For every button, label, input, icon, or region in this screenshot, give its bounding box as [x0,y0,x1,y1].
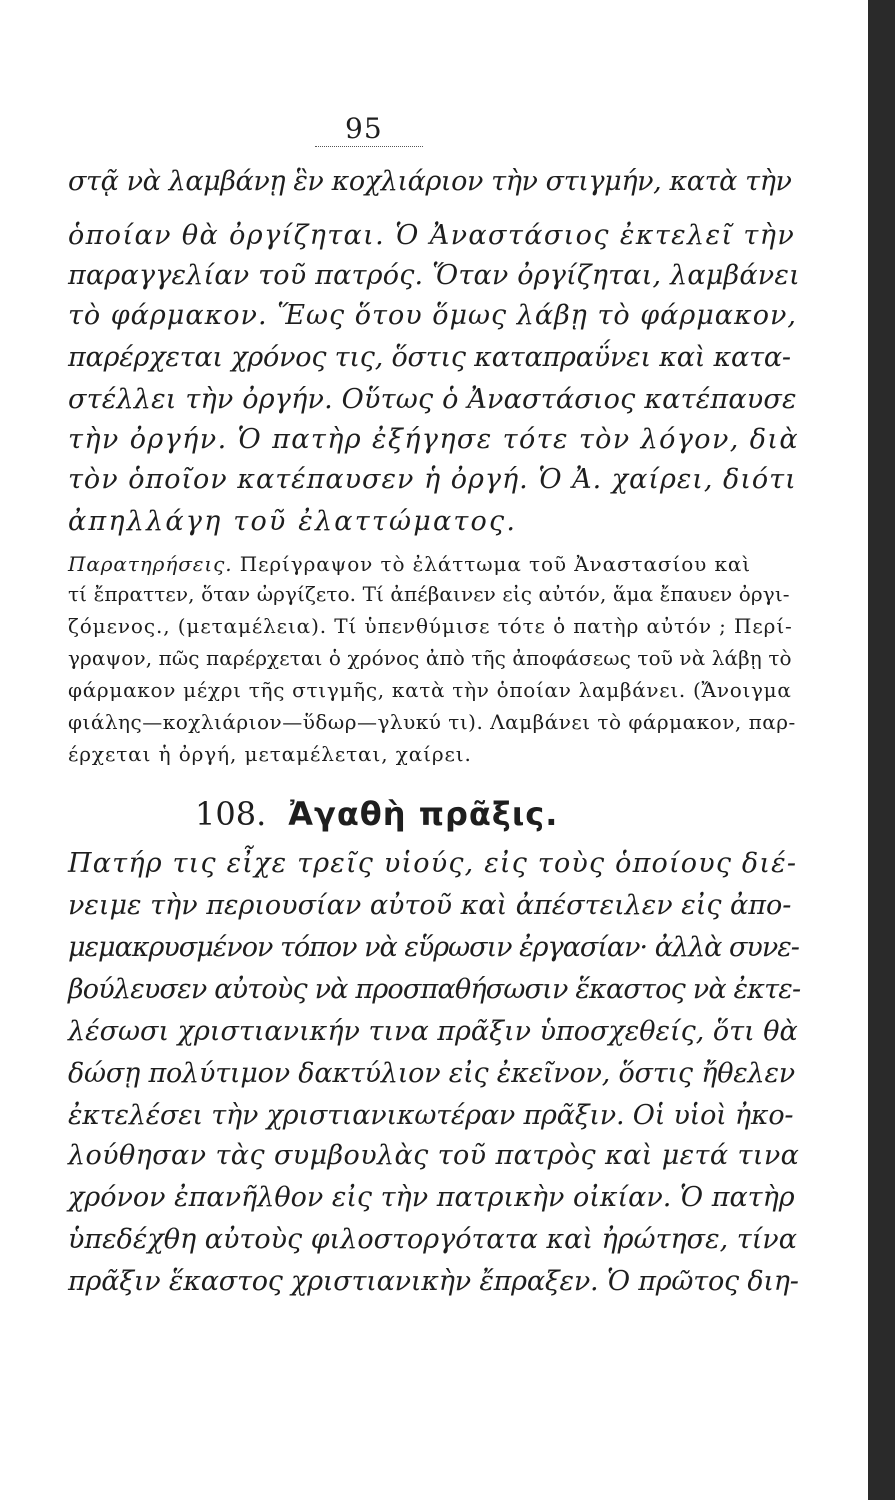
paragraph-line: μεμακρυσμένον τόπον νὰ εὕρωσιν ἐργασίαν· ἀλλὰ συνε- [68,932,799,963]
paragraph-line: δώσῃ πολύτιμον δακτύλιον εἰς ἐκεῖνον, ὅστις ἤθελεν [68,1058,795,1089]
notes-line [68,552,751,576]
paragraph-line: ἀπηλλάγη τοῦ ἐλαττώματος. [68,506,518,537]
paragraph-line: ὁποίαν θὰ ὀργίζηται. Ὁ Ἀναστάσιος ἐκτελεῖ τὴν [68,220,796,251]
notes-line: φιάλης—κοχλιάριον—ὕδωρ—γλυκύ τι). Λαμβάνει τὸ φάρμακον, παρ- [68,710,796,734]
paragraph-line: τὸ φάρμακον. Ἕως ὅτου ὅμως λάβῃ τὸ φάρμακον, [68,300,797,331]
paragraph-line: λέσωσι χριστιανικήν τινα πρᾶξιν ὑποσχεθείς, ὅτι θὰ [68,1016,798,1047]
paragraph-line: παραγγελίαν τοῦ πατρός. Ὅταν ὀργίζηται, λαμβάνει [68,260,800,291]
notes-line: τί ἔπραττεν, ὅταν ὠργίζετο. Τί ἀπέβαινεν εἰς αὐτόν, ἅμα ἔπαυεν ὀργι- [68,582,790,606]
paragraph-line: λούθησαν τὰς συμβουλὰς τοῦ πατρὸς καὶ μετά τινα [68,1140,800,1171]
section-number: 108. [195,795,267,833]
paragraph-line: Πατήρ τις εἶχε τρεῖς υἱούς, εἰς τοὺς ὁποίους διέ- [68,848,798,879]
paragraph-line: ὑπεδέχθη αὐτοὺς φιλοστοργότατα καὶ ἠρώτησε, τίνα [68,1224,797,1255]
notes-line: έρχεται ἡ ὀργή, μεταμέλεται, χαίρει. [68,742,472,766]
paragraph-line: βούλευσεν αὐτοὺς νὰ προσπαθήσωσιν ἕκαστος νὰ ἐκτε- [68,974,801,1005]
notes-text: Περίγραψον τὸ ἐλάττωμα τοῦ Ἀναστασίου καὶ [232,552,752,576]
notes-label: Παρατηρήσεις. [68,552,233,576]
paragraph-line: στᾷ νὰ λαμβάνῃ ἓν κοχλιάριον τὴν στιγμήν, κατὰ τὴν [68,166,792,197]
paragraph-line: πρᾶξιν ἕκαστος χριστιανικὴν ἔπραξεν. Ὁ πρῶτος διη- [68,1266,799,1297]
page-number-rule [315,146,423,147]
paragraph-line: στέλλει τὴν ὀργήν. Οὕτως ὁ Ἀναστάσιος κατέπαυσε [68,384,797,415]
section-heading [195,795,558,833]
paragraph-line: χρόνον ἐπανῆλθον εἰς τὴν πατρικὴν οἰκίαν. Ὁ πατὴρ [68,1182,795,1213]
paragraph-line: τὴν ὀργήν. Ὁ πατὴρ ἐξήγησε τότε τὸν λόγον, διὰ [68,424,800,455]
page-number: 95 [345,112,383,145]
notes-line: φάρμακον μέχρι τῆς στιγμῆς, κατὰ τὴν ὁποίαν λαμβάνει. (Ἄνοιγμα [68,678,792,702]
paragraph-line: τὸν ὁποῖον κατέπαυσεν ἡ ὀργή. Ὁ Ἀ. χαίρει, διότι [68,464,797,495]
paragraph-line: παρέρχεται χρόνος τις, ὅστις καταπραΰνει καὶ κατα- [68,342,791,373]
notes-line: ζόμενος., (μεταμέλεια). Τί ὑπενθύμισε τότε ὁ πατὴρ αὐτόν ; Περί- [68,614,793,638]
paragraph-line: ἐκτελέσει τὴν χριστιανικωτέραν πρᾶξιν. Οἱ υἱοὶ ἠκο- [68,1100,794,1131]
notes-line: γραψον, πῶς παρέρχεται ὁ χρόνος ἀπὸ τῆς ἀποφάσεως τοῦ νὰ λάβῃ τὸ [68,646,792,670]
section-title: Ἀγαθὴ πρᾶξις. [288,795,559,833]
paragraph-line: νειμε τὴν περιουσίαν αὐτοῦ καὶ ἀπέστειλεν εἰς ἀπο- [68,890,792,921]
